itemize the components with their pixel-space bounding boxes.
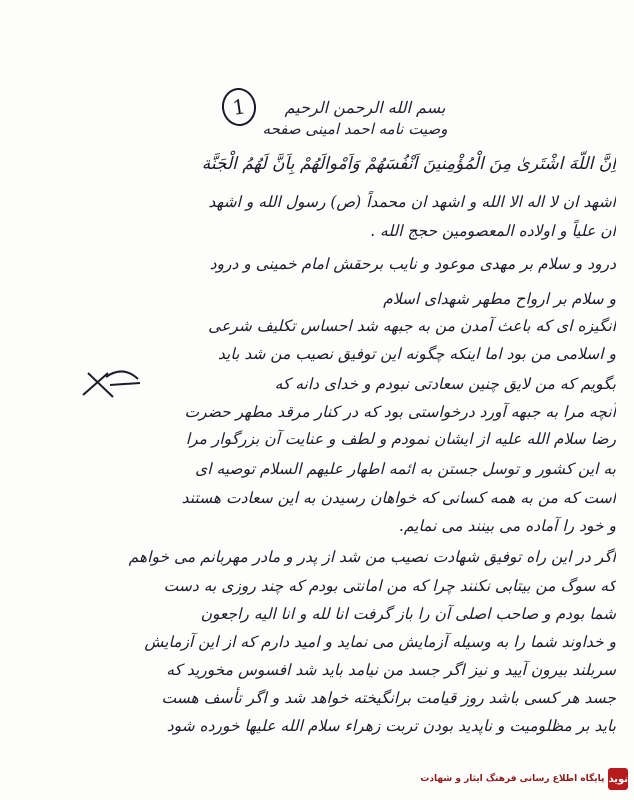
text-line: به این کشور و توسل جستن به ائمه اطهار علیهم السلام توصیه ای [195,460,616,478]
crossed-out-scribble [78,365,148,405]
quran-verse-line: اِنَّ اللّهَ اشْتَرىٰ مِنَ الْمُؤْمِنینَ اَنْفُسَهُمْ وَاَمْوالَهُمْ بِاَنَّ لَهُمُ الْجَنَّة [201,154,616,174]
text-line: است که من به همه کسانی که خواهان رسیدن به این سعادت هستند [181,489,616,507]
text-line: و اسلامی من بود اما اینکه چگونه این توفیق نصیب من شد باید [217,345,616,363]
text-line: انگیزه ای که باعث آمدن من به جبهه شد احساس تکلیف شرعی [208,317,616,335]
text-line: ان علیاً و اولاده المعصومین حجج الله . [370,222,616,240]
text-line: آنچه مرا به جبهه آورد درخواستی بود که در کنار مرقد مطهر حضرت [184,403,616,421]
text-line: اگر در این راه توفیق شهادت نصیب من شد از پدر و مادر مهربانم می خواهم [128,548,616,566]
text-line: که سوگ من بیتابی نکنند چرا که من امانتی بودم که چند روزی به دست [163,577,616,595]
logo-mark: نوید [608,768,628,790]
text-line: بگویم که من لایق چنین سعادتی نبودم و خدای دانه که [274,375,616,393]
text-line: و خداوند شما را به وسیله آزمایش می نماید و امید دارم که از این آزمایش [144,633,616,651]
text-line: درود و سلام بر مهدی موعود و نایب برحقش امام خمینی و درود [209,255,616,273]
page-number-circle: 1 [220,86,259,128]
basmala-heading: بسم الله الرحمن الرحیم [284,98,446,117]
text-line: و سلام بر ارواح مطهر شهدای اسلام [383,290,616,308]
text-line: سربلند بیرون آیید و نیز اگر جسد من نیامد باید شد افسوس مخورید که [166,661,616,679]
will-title: وصیت نامه احمد امینی صفحه [262,120,448,138]
text-line: شما بودم و صاحب اصلی آن را باز گرفت انا لله و انا الیه راجعون [200,605,616,623]
text-line: باید بر مظلومیت و ناپدید بودن تربت زهراء سلام الله علیها خورده شود [166,717,616,735]
text-line: رضا سلام الله علیه از ایشان نمودم و لطف و عنایت آن بزرگوار مرا [185,430,616,448]
text-line: اشهد ان لا اله الا الله و اشهد ان محمداً (ص) رسول الله و اشهد [208,193,616,211]
text-line: و خود را آماده می بینند می نمایم. [398,517,616,535]
site-logo [420,764,628,794]
logo-site-name: پایگاه اطلاع رسانی فرهنگ ایثار و شهادت [420,774,605,784]
text-line: جسد هر کسی باشد روز قیامت برانگیخته خواهد شد و اگر تأسف هست [161,689,616,707]
